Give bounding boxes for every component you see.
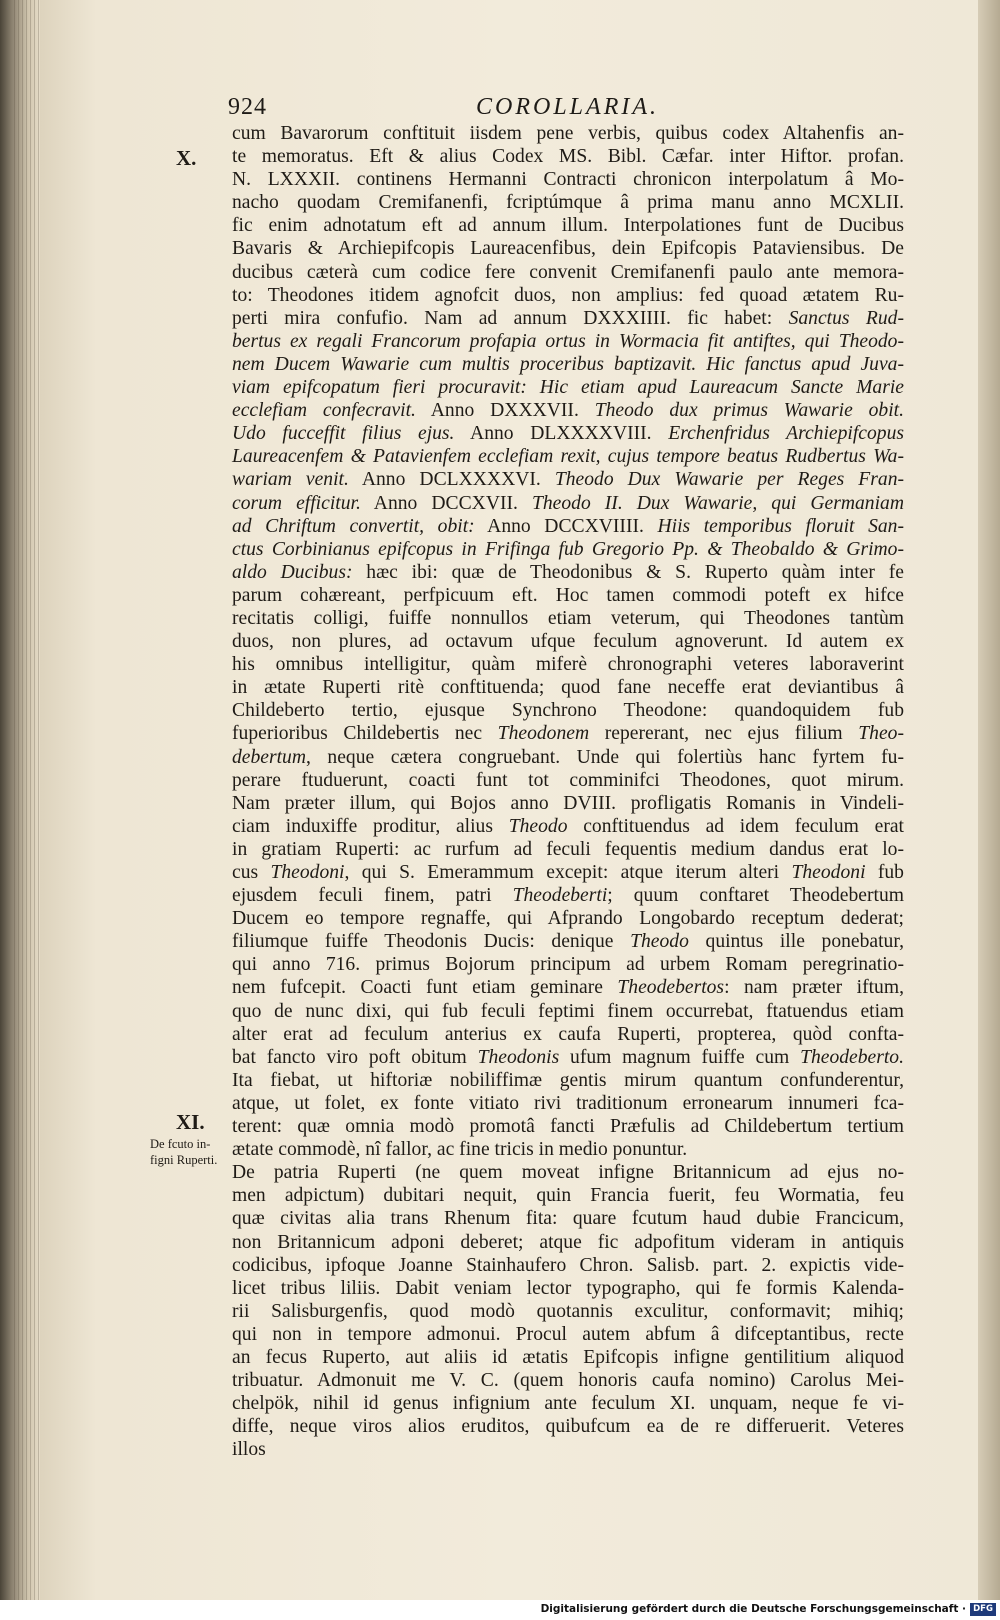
italic-segment: Theodeberti [512,885,608,907]
page-number: 924 [228,94,267,120]
text-segment: in ætate Ruperti ritè conftituenda; quod fane neceffe erat deviantibus â [232,677,904,699]
italic-segment: Theodeberto. [800,1046,905,1068]
italic-segment: debertum [232,746,307,768]
text-segment: men adpictum) dubitari nequit, quin Francia fuerit, feu Wormatia, feu [232,1185,904,1207]
text-line [232,330,904,353]
text-segment: qui non in tempore admonui. Procul autem abfum â difceptantibus, recte [232,1323,904,1345]
text-segment: alter erat ad feculum anterius ex caufa Ruperti, propterea, quòd confta- [232,1023,904,1045]
text-segment: an fecus Ruperto, aut aliis id ætatis Epifcopis infigne gentilitium aliquod [232,1346,904,1368]
text-segment: fuperioribus Childebertis nec [232,723,498,745]
text-line [232,746,904,769]
text-segment: chelpök, nihil id genus infignium ante feculum XI. unquam, neque fe vi- [232,1393,904,1415]
text-segment: , neque cætera congruebant. Unde qui folertiùs hanc fyrtem fu- [306,746,904,768]
italic-segment: ecclefiam confecravit. [232,400,416,422]
italic-segment: Theodo dux primus Wawarie obit. [594,400,905,422]
text-line [232,445,904,468]
text-line [232,261,904,284]
italic-segment: Theodo [630,931,689,953]
text-segment: ; quum conftaret Theodebertum [607,885,904,907]
text-segment: hæc ibi: quæ de Theodonibus & S. Ruperto quàm inter fe [352,561,904,583]
italic-segment: Theodonis [477,1046,560,1068]
italic-segment: Hiis temporibus floruit San- [657,515,904,537]
text-segment: tribuatur. Admonuit me V. C. (quem honoris caufa nomino) Carolus Mei- [232,1370,904,1392]
text-segment: to: Theodones itidem agnofcit duos, non amplius: fed quoad ætatem Ru- [232,284,904,306]
italic-segment: Theodonem [497,723,590,745]
text-segment: filiumque fuiffe Theodonis Ducis: denique [232,931,631,953]
text-segment: ducibus cæterà cum codice fere convenit Cremifanenfi paulo ante memora- [232,261,904,283]
text-segment: nacho quodam Cremifanenfi, fcriptúmque â prima manu anno MCXLII. [232,192,904,214]
text-segment: atque, ut folet, ex fonte vitiato rivi traditionum erronearum innumeri fca- [232,1092,904,1114]
italic-segment: viam epifcopatum fieri procuravit: Hic etiam apud Laureacum Sancte Marie [232,377,904,399]
text-line [232,630,904,653]
text-line [232,515,904,538]
text-segment: qui anno 716. primus Bojorum principum ad urbem Romam peregrinatio- [232,954,904,976]
text-line [232,769,904,792]
text-segment: Bavaris & Archiepifcopis Laureacenfibus, dein Epifcopis Pataviensibus. De [232,238,904,260]
text-segment: licet tribus liliis. Dabit veniam lector typographo, qui fe formis Kalenda- [232,1277,904,1299]
text-segment: quæ civitas alia trans Rhenum fita: quare fcutum haud dubie Francicum, [232,1208,904,1230]
text-segment: quo de nunc dixi, qui fub feculi feptimi finem occurrebat, ftatuendus etiam [232,1000,904,1022]
italic-segment: Theodo [508,815,568,837]
italic-segment: nem Ducem Wawarie cum multis proceribus baptizavit. Hic fanctus apud Juva- [232,353,904,375]
text-segment: ufum magnum fuiffe cum [559,1046,801,1068]
italic-segment: aldo Ducibus: [232,561,353,583]
text-segment: Anno DCCXVIIII. [474,515,658,537]
text-line [232,1115,904,1138]
text-line [232,1231,904,1254]
text-segment: Anno DLXXXXVIII. [454,423,669,445]
text-segment: diffe, neque viros alios eruditos, quibufcum ea de re differuerit. Veteres [232,1416,904,1438]
text-segment: Anno DCLXXXXVI. [348,469,555,491]
text-line [232,1138,904,1161]
text-segment: Anno DXXXVII. [415,400,595,422]
text-segment: illos [232,1439,266,1461]
text-line [232,145,904,168]
text-line [232,1092,904,1115]
text-segment: Ducem eo tempore regnaffe, qui Afprando Longobardo receptum dederat; [232,908,904,930]
text-segment: ciam induxiffe proditur, alius [232,815,509,837]
text-line [232,353,904,376]
text-segment: parum cohæreant, perfpicuum eft. Hoc tamen commodi poteft ex hifce [232,584,904,606]
text-line [232,122,904,145]
page-right-edge [978,0,1000,1600]
text-line [232,1323,904,1346]
text-segment: ejusdem feculi finem, patri [232,885,513,907]
text-line [232,399,904,422]
text-segment: fic enim adnotatum eft ad annum illum. Interpolationes funt de Ducibus [232,215,904,237]
funding-credit: Digitalisierung gefördert durch die Deutsche Forschungsgemeinschaft · [540,1603,966,1615]
text-line [232,1346,904,1369]
text-segment: perti mira confufio. Nam ad annum DXXXIIII. fic habet: [232,307,789,329]
italic-segment: corum efficitur. [232,492,361,514]
text-line [232,1207,904,1230]
text-segment: in gratiam Ruperti: ac rurfum ad feculi fequentis medium dandus erat lo- [232,838,904,860]
text-line [232,815,904,838]
margin-note-line: figni Ruperti. [150,1153,218,1167]
text-line [232,538,904,561]
body-text [232,122,904,1461]
text-line [232,561,904,584]
text-segment: nem fufcepit. Coacti funt etiam geminare [232,977,618,999]
text-segment: Nam præter illum, qui Bojos anno DVIII. profligatis Romanis in Vindeli- [232,792,904,814]
dfg-logo: DFG [970,1603,996,1616]
text-line [232,699,904,722]
text-line [232,930,904,953]
italic-segment: Theodebertos [617,977,725,999]
text-segment: quintus ille ponebatur, [688,931,904,953]
text-line [232,676,904,699]
margin-note-xi [150,1136,217,1168]
text-line [232,191,904,214]
text-line [232,1184,904,1207]
text-segment: terent: quæ omnia modò promotâ fancti Præfulis ad Childebertum tertium [232,1116,904,1138]
text-segment: duos, non plures, ad octavum ufque feculum agnoverunt. Id autem ex [232,631,904,653]
text-line [232,1392,904,1415]
italic-segment: Erchenfridus Archiepifcopus [668,423,905,445]
text-segment: N. LXXXII. continens Hermanni Contracti chronicon interpolatum â Mo- [232,169,904,191]
text-line [232,237,904,260]
text-line [232,792,904,815]
text-line [232,907,904,930]
text-segment: , qui S. Emerammum excepit: atque iterum alteri [344,862,792,883]
text-line [232,884,904,907]
text-line [232,976,904,999]
text-line [232,838,904,861]
italic-segment: Sanctus Rud- [788,307,904,329]
text-line [232,953,904,976]
text-segment: : nam præter iftum, [724,977,904,999]
digitization-footer [0,1600,1000,1620]
text-segment: conftituendus ad idem feculum erat [567,815,904,837]
text-line [232,861,904,884]
text-line [232,422,904,445]
text-segment: cum Bavarorum conftituit iisdem pene verbis, quibus codex Altahenfis an- [232,123,904,144]
text-line [232,307,904,330]
italic-segment: Theodo Dux Wawarie per Reges Fran- [554,469,905,491]
page-edges [14,0,40,1600]
italic-segment: ad Chriftum convertit, obit: [232,515,475,537]
text-line [232,1438,904,1461]
text-line [232,584,904,607]
text-segment: De patria Ruperti (ne quem moveat infigne Britannicum ad ejus no- [232,1162,904,1184]
text-segment: Anno DCCXVII. [360,492,532,514]
text-line [232,1277,904,1300]
italic-segment: Laureacenfem & Patavienfem ecclefiam rexit, cujus tempore beatus Rudbertus Wa- [232,446,904,468]
text-line [232,1300,904,1323]
text-segment: recitatis colligi, fuiffe nonnullos etiam veterum, qui Theodones tantùm [232,607,904,629]
italic-segment: Udo fucceffit filius ejus. [232,423,455,445]
text-segment: Ita fiebat, ut hiftoriæ nobiliffimæ gentis mirum quantum confunderentur, [232,1069,904,1091]
margin-note-line: De fcuto in- [150,1137,211,1151]
italic-segment: ctus Corbinianus epifcopus in Frifinga fub Gregorio Pp. & Theobaldo & Grimo- [232,538,904,560]
text-segment: fub [865,862,904,883]
text-line [232,492,904,515]
italic-segment: Theo- [858,723,904,745]
text-line [232,468,904,491]
running-title: COROLLARIA. [476,94,659,120]
text-segment: ætate commodè, nî fallor, ac fine tricis in medio ponuntur. [232,1139,688,1161]
section-number-xi: XI. [176,1110,205,1134]
text-line [232,722,904,745]
text-line [232,168,904,191]
text-line [232,607,904,630]
section-number-x: X. [176,146,197,170]
text-line [232,1415,904,1438]
text-line [232,284,904,307]
text-line [232,1046,904,1069]
text-line [232,1161,904,1184]
text-line [232,1254,904,1277]
text-segment: codicibus, ipfoque Joanne Stainhaufero Chron. Salisb. part. 2. expictis vide- [232,1254,904,1276]
text-segment: perare ftuduerunt, coacti funt tot comminifci Theodones, quot mirum. [232,769,904,791]
text-line [232,1069,904,1092]
text-segment: te memoratus. Eft & alius Codex MS. Bibl. Cæfar. inter Hiftor. profan. [232,146,904,168]
text-segment: Childeberto tertio, ejusque Synchrono Theodone: quandoquidem fub [232,700,904,722]
text-line [232,376,904,399]
italic-segment: Theodoni [791,862,866,883]
text-line [232,1000,904,1023]
italic-segment: bertus ex regali Francorum profapia ortus in Wormacia fit antiftes, qui Theodo- [232,330,904,352]
text-segment: bat fancto viro poft obitum [232,1046,478,1068]
italic-segment: Theodo II. Dux Wawarie, qui Germaniam [531,492,904,514]
text-line [232,214,904,237]
italic-segment: Theodoni [270,862,345,883]
text-segment: his omnibus intelligitur, quàm miferè chronographi veteres laboraverint [232,654,904,676]
text-segment: cus [232,862,271,883]
italic-segment: wariam venit. [232,469,349,491]
text-line [232,653,904,676]
text-segment: rii Salisburgenfis, quod modò quotannis exculitur, conformavit; mihiq; [232,1300,904,1322]
text-line [232,1369,904,1392]
text-line [232,1023,904,1046]
text-segment: repererant, nec ejus filium [589,723,859,745]
text-segment: non Britannicum adponi deberet; atque fic adpofitum videram in antiquis [232,1231,904,1253]
